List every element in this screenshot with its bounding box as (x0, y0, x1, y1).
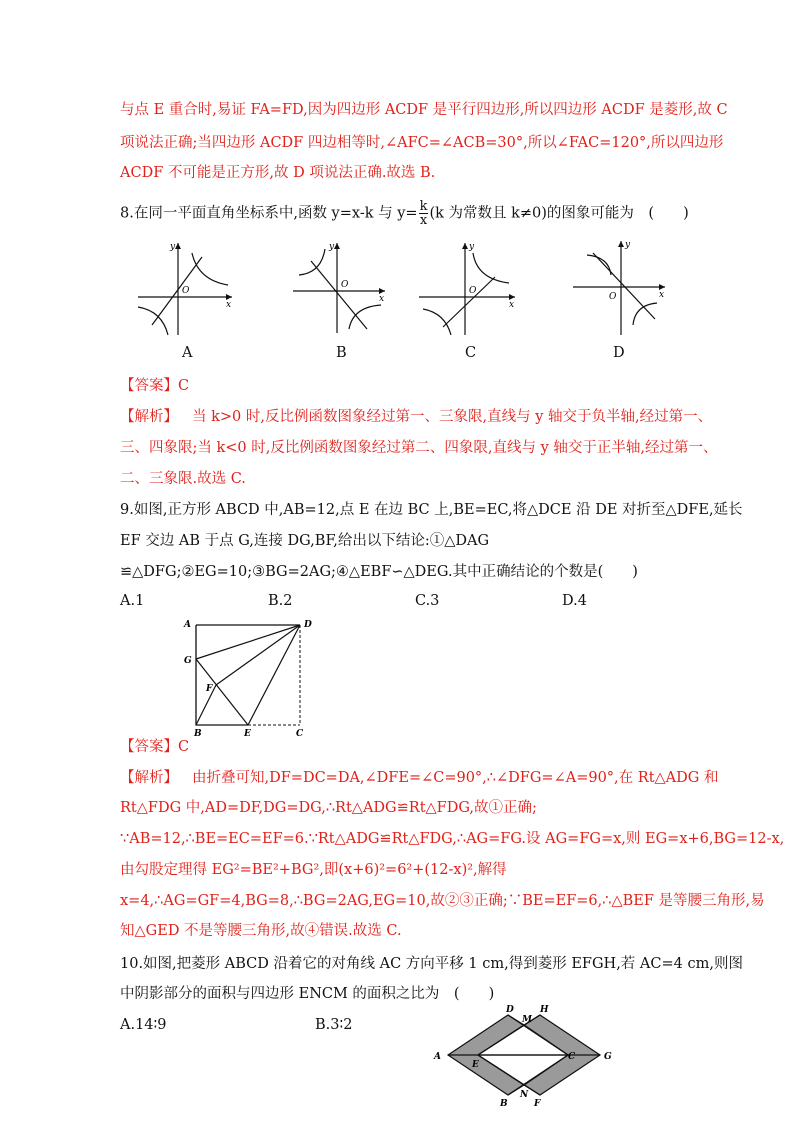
q8-c-y-label: y (469, 242, 475, 252)
q8-graph-a (130, 235, 240, 355)
q8-analysis-3: 二、三象限.故选 C. (120, 471, 246, 487)
q9-analysis-1 (120, 768, 718, 788)
q10-fig-m: M (522, 1015, 532, 1025)
q9-option-a: A.1 (120, 593, 145, 609)
q10-option-a: A.14∶9 (120, 1017, 167, 1033)
q9-fig-d: D (304, 620, 312, 630)
q9-fig-b: B (194, 729, 202, 739)
q8-label-a: A (182, 345, 193, 361)
q8-b-origin: O (341, 280, 349, 290)
q9-analysis-3: ∵AB=12,∴BE=EC=EF=6.∵Rt△ADG≌Rt△FDG,∴AG=FG.设 AG=FG=x,则 EG=x+6,BG=12-x, (120, 831, 785, 847)
q8-answer-tag: 【答案】 (120, 378, 178, 394)
q8-c-origin: O (469, 286, 477, 296)
q10-stem-2: 中阴影部分的面积与四边形 ENCM 的面积之比为 ( ) (120, 986, 495, 1002)
q9-figure (178, 615, 318, 740)
q9-analysis-text-1: 由折叠可知,DF=DC=DA,∠DFE=∠C=90°,∴∠DFG=∠A=90°,在 Rt△ADG 和 (192, 770, 719, 786)
q8-analysis-text-1: 当 k>0 时,反比例函数图象经过第一、三象限,直线与 y 轴交于负半轴,经过第一、 (192, 409, 713, 425)
q10-fig-n: N (520, 1090, 529, 1100)
q8-stem-a: 8.在同一平面直角坐标系中,函数 y=x-k 与 y= (120, 205, 418, 222)
prev-solution-line-3: ACDF 不可能是正方形,故 D 项说法正确.故选 B. (120, 165, 436, 181)
q8-analysis-1 (120, 407, 712, 427)
q10-fig-d: D (506, 1005, 514, 1015)
q8-label-b: B (336, 345, 347, 361)
q9-answer-tag: 【答案】 (120, 739, 178, 755)
q8-stem (120, 200, 689, 227)
q10-fig-b: B (500, 1099, 508, 1109)
q9-fig-f: F (206, 684, 213, 694)
q9-option-d: D.4 (562, 593, 587, 609)
q9-stem-1: 9.如图,正方形 ABCD 中,AB=12,点 E 在边 BC 上,BE=EC,将△DCE 沿 DE 对折至△DFE,延长 (120, 502, 743, 518)
q8-graph-b (285, 235, 395, 355)
q9-stem-3: ≌△DFG;②EG=10;③BG=2AG;④△EBF∽△DEG.其中正确结论的个数是( ) (120, 564, 638, 580)
q8-d-y-label: y (625, 240, 631, 250)
q8-stem-b: (k 为常数且 k≠0)的图象可能为 ( ) (429, 205, 689, 222)
q8-frac-den: x (419, 213, 428, 228)
q9-option-b: B.2 (268, 593, 293, 609)
q8-a-x-label: x (226, 300, 232, 310)
q8-analysis-2: 三、四象限;当 k<0 时,反比例函数图象经过第二、四象限,直线与 y 轴交于正半轴,经过第一、 (120, 440, 718, 456)
q8-analysis-tag: 【解析】 (120, 409, 178, 425)
q10-option-b: B.3∶2 (315, 1017, 353, 1033)
prev-solution-line-1: 与点 E 重合时,易证 FA=FD,因为四边形 ACDF 是平行四边形,所以四边形 ACDF 是菱形,故 C (120, 102, 728, 118)
prev-solution-line-2: 项说法正确;当四边形 ACDF 四边相等时,∠AFC=∠ACB=30°,所以∠FAC=120°,所以四边形 (120, 135, 724, 151)
q9-answer-value: C (178, 739, 190, 755)
q10-figure (428, 1005, 628, 1130)
q10-fig-h: H (540, 1005, 549, 1015)
q9-answer (120, 737, 189, 757)
q10-fig-c: C (568, 1052, 576, 1062)
q10-fig-g: G (604, 1052, 612, 1062)
q8-label-c: C (465, 345, 477, 361)
q8-frac-num: k (419, 199, 428, 214)
q8-graph-c (415, 235, 525, 355)
q9-option-c: C.3 (415, 593, 440, 609)
q8-c-x-label: x (509, 300, 515, 310)
q8-a-y-label: y (170, 242, 176, 252)
q8-label-d: D (613, 345, 625, 361)
q9-fig-e: E (244, 729, 251, 739)
q10-fig-a: A (434, 1052, 441, 1062)
q9-fig-a: A (184, 620, 191, 630)
q10-fig-e: E (472, 1060, 479, 1070)
q8-answer (120, 376, 189, 396)
q8-graph-d (565, 235, 675, 355)
q10-stem-1: 10.如图,把菱形 ABCD 沿着它的对角线 AC 方向平移 1 cm,得到菱形 EFGH,若 AC=4 cm,则图 (120, 956, 743, 972)
q9-analysis-tag: 【解析】 (120, 770, 178, 786)
q9-analysis-6: 知△GED 不是等腰三角形,故④错误.故选 C. (120, 923, 402, 939)
q8-a-origin: O (182, 286, 190, 296)
q8-fraction (419, 200, 429, 227)
q9-analysis-5: x=4,∴AG=GF=4,BG=8,∴BG=2AG,EG=10,故②③正确;∵BE=EF=6,∴△BEF 是等腰三角形,易 (120, 893, 765, 909)
q9-stem-2: EF 交边 AB 于点 G,连接 DG,BF,给出以下结论:①△DAG (120, 533, 490, 549)
q8-d-x-label: x (659, 290, 665, 300)
q8-b-y-label: y (329, 242, 335, 252)
q9-fig-g: G (184, 656, 192, 666)
q8-b-x-label: x (379, 294, 385, 304)
q8-d-origin: O (609, 292, 617, 302)
q9-analysis-2: Rt△FDG 中,AD=DF,DG=DG,∴Rt△ADG≌Rt△FDG,故①正确; (120, 800, 537, 816)
q9-fig-c: C (296, 729, 304, 739)
q10-fig-f: F (534, 1099, 541, 1109)
q8-answer-value: C (178, 378, 190, 394)
q9-analysis-4: 由勾股定理得 EG²=BE²+BG²,即(x+6)²=6²+(12-x)²,解得 (120, 862, 507, 878)
